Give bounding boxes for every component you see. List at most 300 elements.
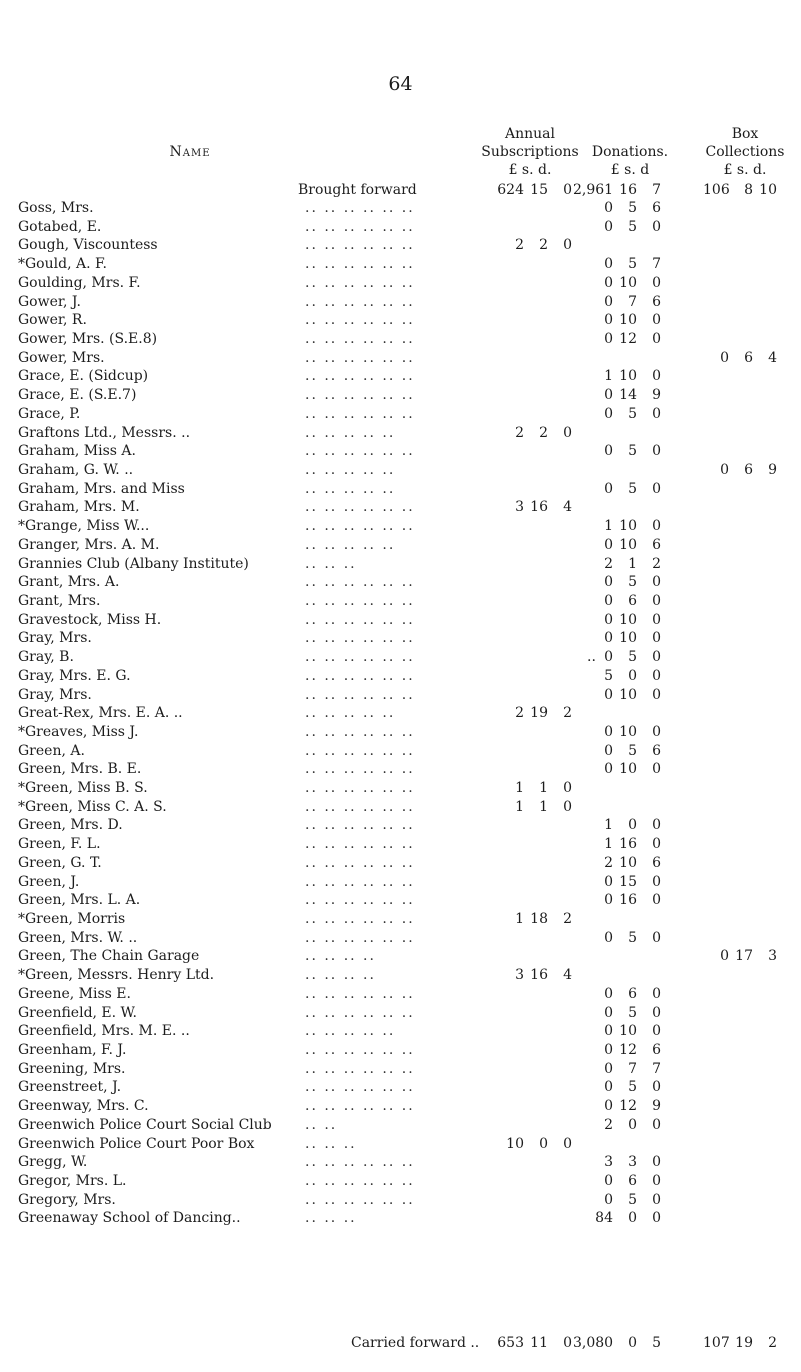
donor-name: Gray, Mrs. (18, 630, 92, 647)
donations-column-header (575, 125, 685, 179)
donor-name: Green, Mrs. B. E. (18, 761, 142, 778)
pence: 0 (652, 630, 661, 647)
leader-dots: .. .. .. .. (305, 967, 376, 984)
shillings: 0 (628, 1335, 637, 1351)
pounds: 653 (497, 1335, 524, 1351)
list-item (0, 461, 801, 479)
pounds: 1 (604, 836, 613, 853)
donor-name: Greenfield, Mrs. M. E. .. (18, 1023, 190, 1040)
donor-name: Green, F. L. (18, 836, 101, 853)
donation-amount (573, 218, 661, 236)
shillings: 6 (628, 1172, 637, 1189)
pence: 0 (652, 1023, 661, 1040)
pence: 4 (563, 499, 572, 516)
list-item (0, 629, 801, 647)
pence: 6 (652, 1042, 661, 1058)
shillings: 0 (628, 1116, 637, 1133)
donation-amount (573, 1116, 661, 1134)
shillings: 16 (619, 182, 637, 198)
shillings: 10 (619, 312, 637, 329)
pence: 0 (652, 667, 661, 684)
leader-dots: .. .. .. .. .. .. (305, 1079, 415, 1096)
pence: 7 (652, 256, 661, 273)
pounds: 0 (604, 1004, 613, 1021)
pence: 0 (652, 1210, 661, 1227)
shillings: 10 (619, 630, 637, 647)
leader-dots: .. .. .. .. .. .. (305, 836, 415, 853)
donation-amount (573, 293, 661, 311)
pounds: 0 (604, 892, 613, 909)
pounds: 1 (515, 798, 524, 815)
name-column-header: Name (169, 144, 211, 160)
pence: 0 (563, 798, 572, 815)
list-item (0, 1060, 801, 1078)
donor-name: Gower, J. (18, 293, 81, 310)
leader-dots: .. .. .. .. .. .. (305, 218, 415, 235)
shillings: 19 (530, 705, 548, 722)
shillings: 2 (539, 424, 548, 441)
pounds: 2 (604, 854, 613, 871)
pounds: 0 (604, 293, 613, 310)
box-header-line-1: Box (731, 126, 759, 142)
donor-name: Grace, E. (S.E.7) (18, 387, 137, 404)
donation-amount (573, 929, 661, 947)
donor-name: Gower, Mrs. (S.E.8) (18, 331, 158, 347)
subscription-amount (496, 779, 572, 797)
pounds: 0 (720, 948, 729, 965)
pence: 9 (768, 461, 777, 478)
pence: 0 (563, 1335, 572, 1351)
pence: 4 (768, 349, 777, 366)
donor-name: Green, A. (18, 742, 85, 759)
donation-amount (573, 1041, 661, 1059)
list-item (0, 1135, 801, 1153)
leader-dots: .. .. .. .. .. .. (305, 911, 415, 927)
donation-amount (573, 274, 661, 292)
donor-name: Green, The Chain Garage (18, 948, 200, 965)
list-item (0, 367, 801, 385)
pence: 0 (652, 405, 661, 422)
pence: 2 (768, 1335, 777, 1351)
donation-amount (573, 854, 661, 872)
leader-dots: .. .. .. .. .. .. (305, 1042, 415, 1058)
pence: 2 (563, 705, 572, 722)
donor-name: Graham, G. W. .. (18, 461, 134, 478)
box-header-line-3: £ s. d. (723, 162, 767, 178)
list-item (0, 760, 801, 778)
leader-dots: .. .. .. .. .. .. (305, 1191, 415, 1208)
carried-forward-donations (573, 1334, 661, 1352)
pence: 6 (652, 854, 661, 871)
list-item (0, 966, 801, 984)
list-item (0, 498, 801, 516)
shillings: 15 (619, 873, 637, 890)
pence: 0 (652, 312, 661, 329)
shillings: 0 (628, 667, 637, 684)
donor-name: Graham, Mrs. and Miss (18, 480, 185, 497)
donor-name: *Greaves, Miss J. (18, 723, 139, 740)
box-collection-amount (703, 947, 777, 965)
leader-dots: .. .. .. .. .. .. (305, 256, 415, 273)
list-item (0, 835, 801, 853)
donation-amount (573, 873, 661, 891)
shillings: 10 (619, 368, 637, 385)
shillings: 6 (744, 461, 753, 478)
pence: 0 (652, 518, 661, 535)
list-item (0, 349, 801, 367)
pounds: 0 (604, 649, 613, 665)
list-item (0, 442, 801, 460)
donation-amount (573, 442, 661, 460)
pence: 0 (652, 611, 661, 628)
donor-name: Gower, Mrs. (18, 349, 105, 366)
leader-dots: .. .. .. .. .. .. (305, 611, 415, 628)
page-number: 64 (388, 73, 413, 95)
pence: 6 (652, 536, 661, 553)
brought-forward-box (703, 181, 777, 199)
list-item (0, 1191, 801, 1209)
pence: 0 (652, 892, 661, 909)
donor-name: Gregor, Mrs. L. (18, 1172, 127, 1189)
pounds: 0 (604, 312, 613, 329)
pence: 0 (652, 1191, 661, 1208)
shillings: 1 (539, 798, 548, 815)
pounds: 0 (604, 331, 613, 347)
pounds: 1 (515, 780, 524, 796)
donations-header-line-3: £ s. d (610, 162, 650, 178)
list-item (0, 723, 801, 741)
donation-amount (573, 536, 661, 554)
subscriptions-header-line-1: Annual (505, 126, 555, 142)
list-item (0, 891, 801, 909)
shillings: 12 (619, 331, 637, 347)
donation-amount (573, 742, 661, 760)
donations-header-line-1 (575, 125, 685, 143)
pounds: 0 (604, 256, 613, 273)
donor-name: Gray, Mrs. (18, 686, 92, 703)
leader-dots: .. .. .. .. .. .. (305, 331, 415, 347)
shillings: 16 (530, 499, 548, 516)
shillings: 0 (628, 1210, 637, 1227)
shillings: 16 (619, 836, 637, 853)
donation-amount (573, 723, 661, 741)
donor-name: Gray, B. (18, 649, 74, 665)
leader-dots: .. .. .. (305, 555, 357, 572)
pence: 2 (652, 555, 661, 572)
shillings: 10 (619, 723, 637, 740)
shillings: 5 (628, 443, 637, 460)
pence: 0 (652, 929, 661, 946)
shillings: 6 (628, 592, 637, 609)
leader-dots: .. .. .. .. .. .. (305, 592, 415, 609)
leader-dots: .. .. .. .. .. .. (305, 686, 415, 703)
donor-name: Graham, Mrs. M. (18, 499, 140, 516)
donations-header-line-2: Donations. (591, 144, 669, 160)
pounds: 0 (604, 1079, 613, 1096)
leader-dots: .. .. .. .. .. .. (305, 274, 415, 291)
donor-name: Grant, Mrs. (18, 592, 101, 609)
subscriptions-header-line-3: £ s. d. (508, 162, 552, 178)
pounds: 624 (497, 182, 524, 198)
list-item (0, 1209, 801, 1227)
pence: 0 (652, 574, 661, 591)
list-item (0, 405, 801, 423)
donation-amount (573, 311, 661, 329)
shillings: 5 (628, 200, 637, 216)
pounds: 2 (515, 237, 524, 254)
list-item (0, 1097, 801, 1115)
donation-amount (573, 667, 661, 685)
pounds: 0 (604, 218, 613, 235)
list-item (0, 424, 801, 442)
leader-dots: .. .. .. .. .. .. (305, 200, 415, 216)
donation-amount (573, 891, 661, 909)
shillings: 5 (628, 256, 637, 273)
subscriptions-header-line-2: Subscriptions (481, 144, 579, 160)
pounds: 0 (604, 443, 613, 460)
pounds: 0 (604, 405, 613, 422)
pence: 9 (652, 1098, 661, 1115)
donor-name: Greenham, F. J. (18, 1042, 127, 1058)
list-item (0, 311, 801, 329)
list-item (0, 873, 801, 891)
pence: 0 (652, 649, 661, 665)
pounds: 3 (515, 499, 524, 516)
donor-name: Greenaway School of Dancing.. (18, 1210, 241, 1227)
donor-name: Gregory, Mrs. (18, 1191, 116, 1208)
leader-dots: .. .. .. .. .. .. (305, 312, 415, 329)
shillings: 1 (628, 555, 637, 572)
donor-name: Grace, P. (18, 405, 81, 422)
leader-dots: .. .. .. .. .. .. (305, 1060, 415, 1077)
donation-amount (573, 816, 661, 834)
pounds: 0 (604, 873, 613, 890)
leader-dots: .. .. .. .. .. .. (305, 854, 415, 871)
donor-name: *Green, Miss B. S. (18, 780, 148, 796)
donation-amount (573, 1172, 661, 1190)
leader-dots: .. .. .. .. .. .. (305, 723, 415, 740)
shillings: 17 (735, 948, 753, 965)
donation-amount (573, 629, 661, 647)
shillings: 12 (619, 1098, 637, 1115)
list-item (0, 686, 801, 704)
pence: 0 (563, 182, 572, 198)
leader-dots: .. .. .. .. .. .. (305, 1098, 415, 1115)
pence: 4 (563, 967, 572, 984)
pence: 0 (652, 443, 661, 460)
leader-dots: .. .. .. .. .. (305, 424, 396, 441)
list-item (0, 555, 801, 573)
pence: 0 (652, 1004, 661, 1021)
leader-dots: .. .. .. .. .. (305, 536, 396, 553)
leader-dots: .. .. .. .. .. .. (305, 892, 415, 909)
list-item (0, 293, 801, 311)
pence: 0 (652, 1079, 661, 1096)
donation-amount (573, 555, 661, 573)
donor-name: Granger, Mrs. A. M. (18, 536, 160, 553)
donation-amount (573, 985, 661, 1003)
leader-dots: .. .. .. .. .. .. (305, 1154, 415, 1171)
donor-name: Greenstreet, J. (18, 1079, 122, 1096)
pence: 0 (652, 761, 661, 778)
pence: 6 (652, 293, 661, 310)
list-item (0, 1172, 801, 1190)
pounds: 3 (604, 1154, 613, 1171)
donation-amount (573, 405, 661, 423)
shillings: 5 (628, 1004, 637, 1021)
pounds: 0 (604, 200, 613, 216)
leader-dots: .. .. .. .. .. .. (305, 237, 415, 254)
pounds: 2 (515, 705, 524, 722)
leader-dots: .. .. .. .. .. .. (305, 742, 415, 759)
pence: 0 (563, 780, 572, 796)
donation-amount (573, 1191, 661, 1209)
pence: 3 (768, 948, 777, 965)
donor-name: Greenfield, E. W. (18, 1004, 137, 1021)
list-item (0, 573, 801, 591)
pounds: 0 (604, 536, 613, 553)
shillings: 2 (539, 237, 548, 254)
donation-amount (573, 760, 661, 778)
pence: 7 (652, 182, 661, 198)
donor-name: Green, G. T. (18, 854, 102, 871)
shillings: 10 (619, 1023, 637, 1040)
pence: 0 (652, 274, 661, 291)
leader-dots: .. .. .. .. .. .. (305, 817, 415, 834)
leader-dots: .. .. .. .. .. .. (305, 761, 415, 778)
pence: 0 (563, 237, 572, 254)
pence: 0 (652, 218, 661, 235)
list-item (0, 1116, 801, 1134)
leader-dots: .. .. .. .. .. .. (305, 929, 415, 946)
donation-amount (573, 255, 661, 273)
pounds: 3 (515, 967, 524, 984)
leader-dots: .. .. .. .. .. .. (305, 630, 415, 647)
box-collections-column-header (695, 125, 795, 179)
carried-forward-label: Carried forward .. (351, 1335, 480, 1351)
pence: 0 (652, 592, 661, 609)
shillings: 6 (628, 985, 637, 1002)
shillings: 5 (628, 1079, 637, 1096)
pounds: 0 (604, 611, 613, 628)
donor-name: *Green, Messrs. Henry Ltd. (18, 967, 215, 984)
box-collection-amount (703, 461, 777, 479)
donor-name: Grace, E. (Sidcup) (18, 368, 149, 385)
list-item (0, 386, 801, 404)
leader-dots: .. .. .. .. .. .. (305, 1172, 415, 1189)
leader-dots: .. .. .. (305, 1135, 357, 1152)
pounds: 1 (515, 911, 524, 927)
donation-amount (573, 1022, 661, 1040)
pence: 0 (652, 1116, 661, 1133)
donation-amount (573, 517, 661, 535)
leader-dots: .. .. .. .. .. .. (305, 780, 415, 796)
donation-amount (573, 330, 661, 348)
pence: 0 (652, 873, 661, 890)
shillings: 5 (628, 1191, 637, 1208)
donor-name: *Gould, A. F. (18, 256, 107, 273)
pence: 0 (652, 1154, 661, 1171)
list-item (0, 330, 801, 348)
shillings: 5 (628, 742, 637, 759)
donation-amount (573, 1097, 661, 1115)
shillings: 15 (530, 182, 548, 198)
subscription-amount (496, 910, 572, 928)
pounds: 0 (604, 574, 613, 591)
pence: 0 (652, 836, 661, 853)
shillings: 10 (619, 536, 637, 553)
donor-name: Greening, Mrs. (18, 1060, 126, 1077)
list-item (0, 517, 801, 535)
pence: 0 (563, 424, 572, 441)
list-item (0, 798, 801, 816)
leader-dots: .. .. .. .. (305, 948, 376, 965)
leader-dots: .. .. .. .. .. .. (305, 387, 415, 404)
pounds: 0 (604, 686, 613, 703)
pence: 0 (652, 723, 661, 740)
list-item (0, 704, 801, 722)
pence: 7 (652, 1060, 661, 1077)
donor-name: Goss, Mrs. (18, 200, 94, 216)
leader-dots: .. .. .. .. .. .. (305, 443, 415, 460)
leader-dots: .. .. .. .. .. .. (305, 293, 415, 310)
leader-dots: .. .. .. .. .. (305, 705, 396, 722)
leader-dots: .. .. .. .. .. .. (305, 368, 415, 385)
leader-dots: .. .. .. .. .. .. (305, 574, 415, 591)
pounds: 0 (604, 1023, 613, 1040)
donor-name: Green, J. (18, 873, 80, 890)
list-item (0, 929, 801, 947)
donor-name: Greene, Miss E. (18, 985, 131, 1002)
pounds: 0 (604, 1191, 613, 1208)
leader-dots: .. .. .. .. .. .. (305, 405, 415, 422)
shillings: 16 (619, 892, 637, 909)
list-item (0, 648, 801, 666)
leader-dots: .. .. .. (305, 1210, 357, 1227)
donor-name: Greenwich Police Court Social Club (18, 1116, 272, 1133)
pounds: 2 (515, 424, 524, 441)
shillings: 0 (628, 817, 637, 834)
shillings: 10 (619, 274, 637, 291)
pence: 0 (652, 686, 661, 703)
shillings: 11 (530, 1335, 548, 1351)
leader-dots: .. .. .. .. .. .. (305, 518, 415, 535)
pounds: 0 (604, 723, 613, 740)
shillings: 5 (628, 405, 637, 422)
donation-amount (573, 1078, 661, 1096)
list-item (0, 910, 801, 928)
box-header-line-2: Collections (705, 144, 785, 160)
shillings: 5 (628, 929, 637, 946)
pounds: 0 (604, 387, 613, 404)
subscription-amount (496, 966, 572, 984)
list-item (0, 1078, 801, 1096)
pence: 10 (759, 182, 777, 198)
pounds: 0 (604, 480, 613, 497)
shillings: 0 (539, 1135, 548, 1152)
subscription-amount (496, 704, 572, 722)
donation-prefix-dots: .. (587, 649, 596, 665)
leader-dots: .. .. (305, 1116, 338, 1133)
donation-amount (573, 835, 661, 853)
list-item (0, 985, 801, 1003)
carried-forward-row (0, 1334, 801, 1352)
pounds: 106 (703, 182, 730, 198)
list-item (0, 1004, 801, 1022)
pounds: 0 (604, 1060, 613, 1077)
donor-name: Graftons Ltd., Messrs. .. (18, 424, 191, 441)
donor-name: Green, Mrs. L. A. (18, 892, 141, 909)
